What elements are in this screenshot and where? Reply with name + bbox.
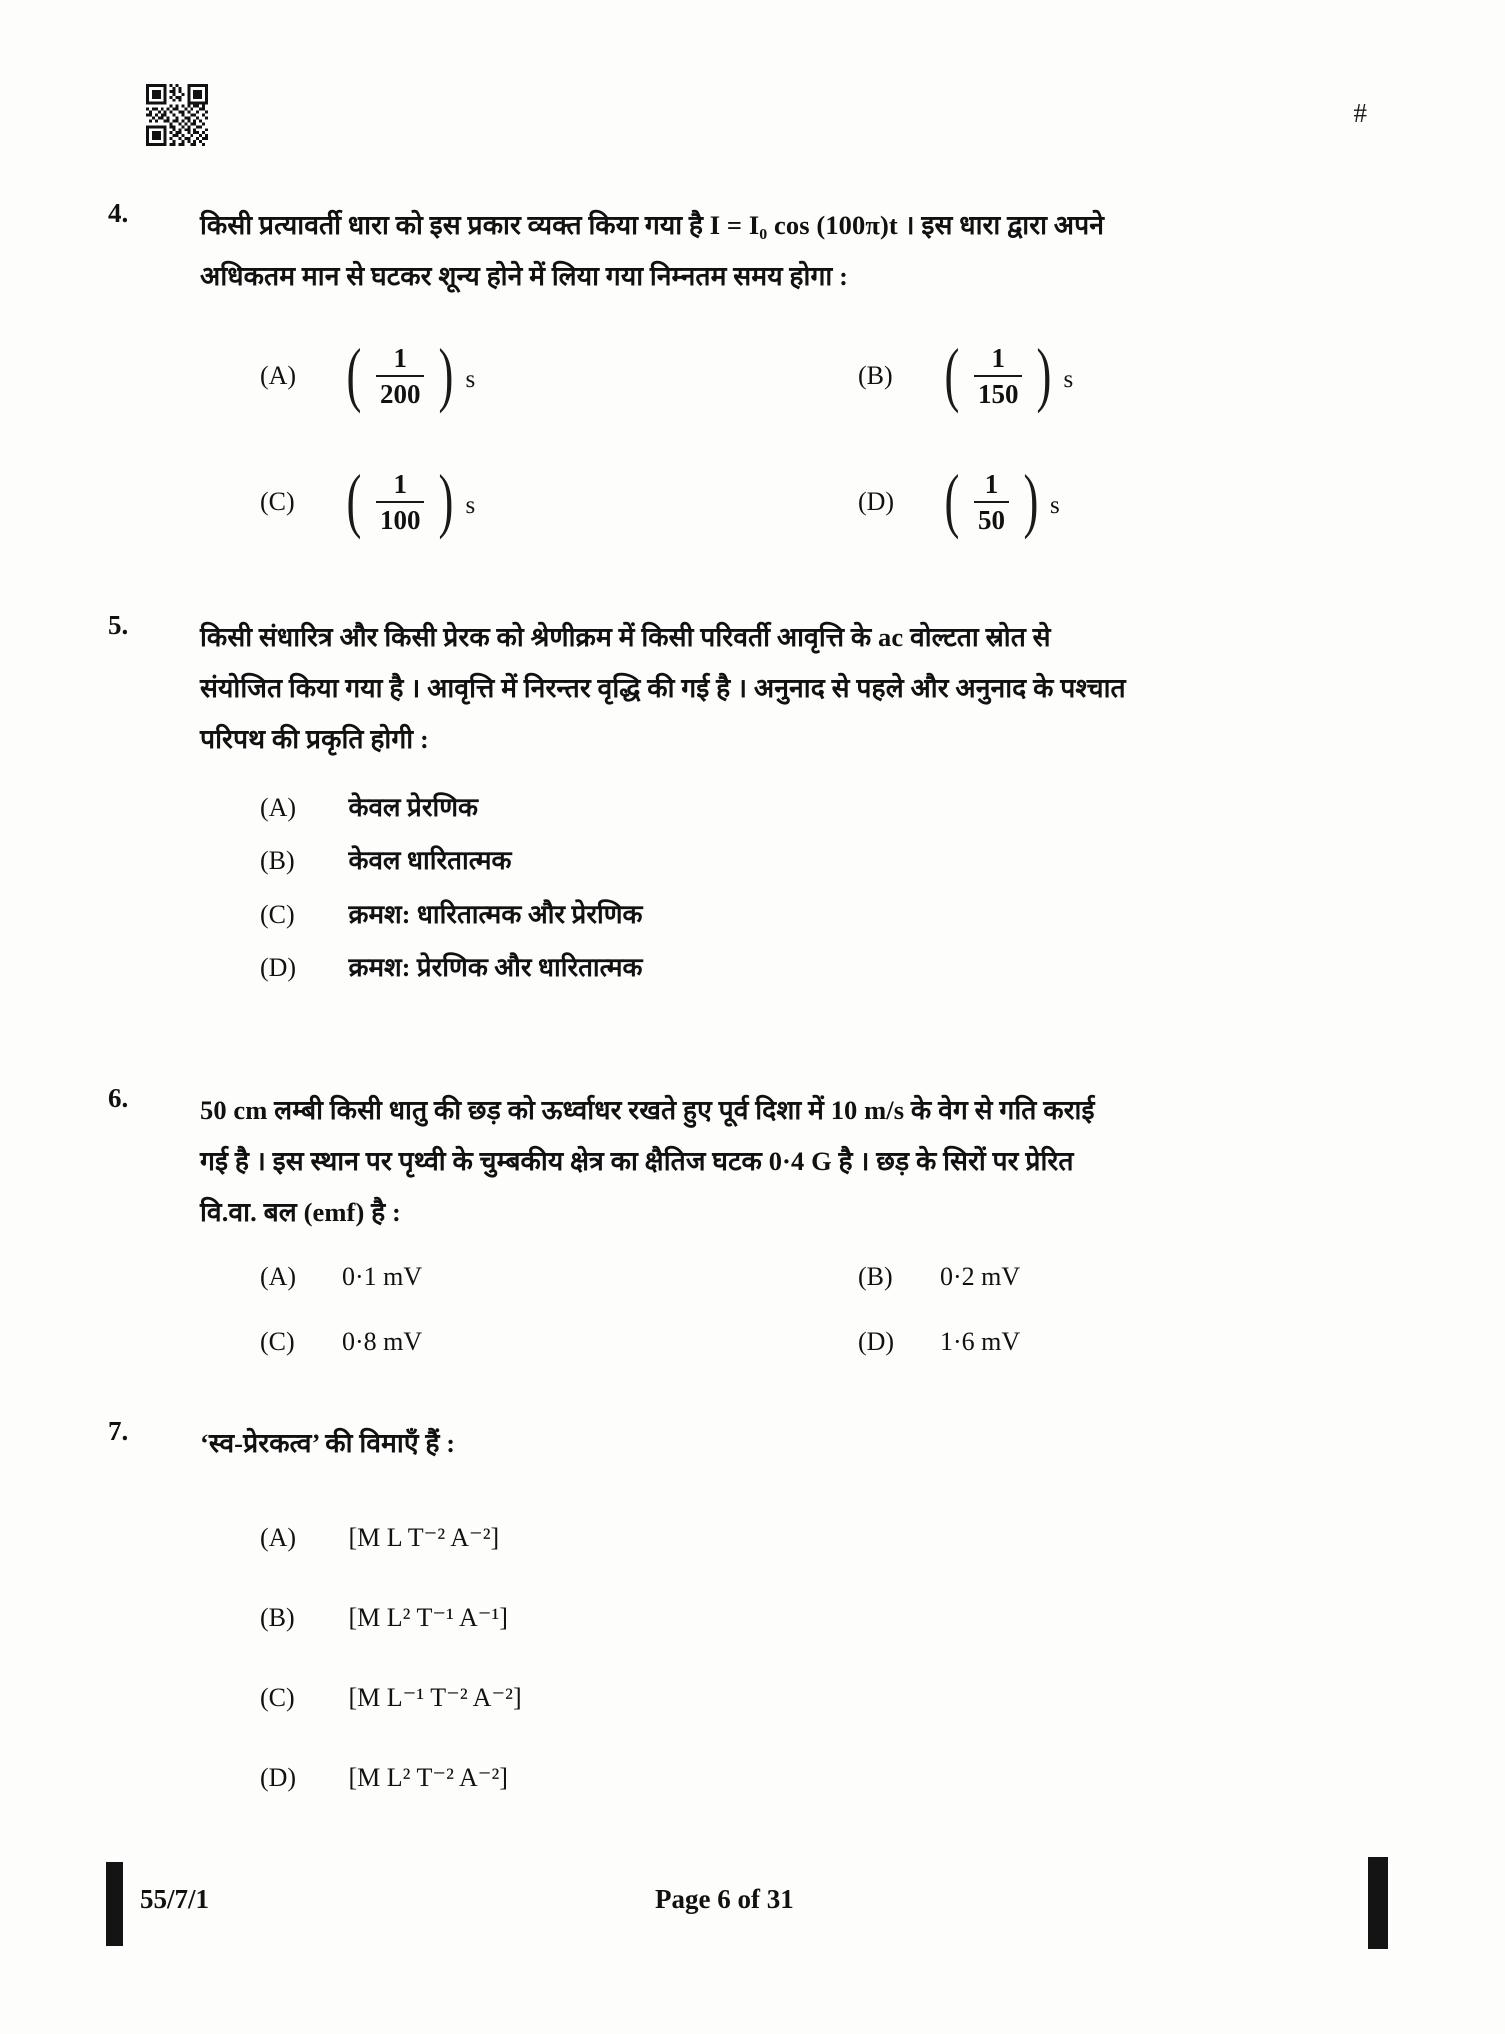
option-b[interactable] (858, 1262, 1020, 1292)
option-label: (B) (858, 361, 893, 390)
right-paren: ) (439, 460, 454, 540)
fraction-denominator: 100 (376, 501, 425, 535)
left-paren: ( (944, 334, 960, 414)
option-text: [M L² T⁻¹ A⁻¹] (348, 1603, 508, 1633)
option-a[interactable] (260, 779, 1398, 833)
option-list (260, 1497, 1398, 1817)
option-row (200, 334, 1398, 444)
option-label: (D) (858, 1327, 895, 1356)
option-value (940, 334, 1074, 414)
question-text-line: परिपथ की प्रकृति होगी : (200, 724, 429, 754)
fraction-denominator: 150 (974, 375, 1023, 409)
option-label: (A) (260, 1262, 297, 1291)
option-text: 1·6 mV (940, 1327, 1021, 1356)
question-number: 5. (108, 610, 129, 640)
fraction-numerator: 1 (393, 342, 407, 373)
question-text-line: अधिकतम मान से घटकर शून्य होने में लिया गया निम्नतम समय होगा : (200, 261, 848, 291)
option-text: 0·8 mV (342, 1327, 423, 1356)
fraction-denominator: 200 (376, 375, 425, 409)
option-label: (B) (260, 1603, 295, 1633)
question-number: 6. (108, 1083, 129, 1113)
option-b[interactable] (858, 334, 1074, 414)
option-row (200, 460, 1398, 570)
unit-label: s (465, 492, 476, 519)
fraction-numerator: 1 (984, 468, 999, 499)
question-text-line: किसी प्रत्यावर्ती धारा को इस प्रकार व्यक्त किया गया है I = I₀ cos (100π)t । इस धारा द्वारा अपने (200, 210, 1105, 240)
option-label: (D) (858, 487, 895, 516)
question-6 (108, 1085, 1398, 1378)
question-text-line: 50 cm लम्बी किसी धातु की छड़ को ऊर्ध्वाधर रखते हुए पूर्व दिशा में 10 m/s के वेग से गति कराई (200, 1095, 1095, 1125)
option-a[interactable] (260, 1497, 1398, 1577)
qr-code-icon (146, 84, 208, 146)
question-text-line: गई है । इस स्थान पर पृथ्वी के चुम्बकीय क्षेत्र का क्षैतिज घटक 0·4 G है । छड़ के सिरों पर प्रेरित (200, 1146, 1074, 1176)
footer-left-bar (106, 1862, 123, 1946)
option-d[interactable] (858, 1327, 1020, 1357)
option-c[interactable] (260, 1657, 1398, 1737)
option-d[interactable] (260, 940, 1398, 994)
option-label: (D) (260, 1763, 297, 1793)
question-5 (108, 612, 1398, 993)
option-a[interactable] (260, 334, 476, 414)
option-text: 0·1 mV (342, 1262, 423, 1291)
fraction-numerator: 1 (991, 342, 1005, 373)
question-number: 7. (108, 1416, 129, 1446)
question-text-line: ‘स्व-प्रेरकत्व’ की विमाएँ हैं : (200, 1428, 456, 1458)
fraction (968, 343, 1029, 409)
question-number: 4. (108, 198, 129, 228)
option-label: (C) (260, 899, 295, 929)
option-text: 0·2 mV (940, 1262, 1021, 1291)
option-row (200, 1262, 1398, 1313)
unit-label: s (1063, 366, 1074, 393)
option-text: केवल प्रेरणिक (348, 792, 478, 822)
option-label: (C) (260, 1327, 295, 1356)
option-text: [M L⁻¹ T⁻² A⁻²] (348, 1683, 522, 1713)
left-paren: ( (944, 460, 960, 540)
option-d[interactable] (858, 460, 1060, 540)
option-label: (A) (260, 361, 297, 390)
option-label: (B) (858, 1262, 893, 1291)
right-paren: ) (1037, 334, 1052, 414)
fraction (370, 469, 431, 535)
option-label: (A) (260, 1523, 297, 1553)
option-a[interactable] (260, 1262, 422, 1292)
option-text: [M L² T⁻² A⁻²] (348, 1763, 508, 1793)
unit-label: s (1049, 492, 1060, 519)
option-label: (D) (260, 953, 297, 983)
right-paren: ) (439, 334, 454, 414)
option-label: (B) (260, 846, 295, 876)
question-text-line: वि.वा. बल (emf) है : (200, 1197, 401, 1227)
option-text: [M L T⁻² A⁻²] (348, 1523, 500, 1553)
footer-right-bar (1368, 1857, 1388, 1949)
unit-label: s (465, 366, 476, 393)
page-hash-mark: # (1353, 98, 1367, 128)
option-row (200, 1327, 1398, 1378)
left-paren: ( (346, 334, 362, 414)
left-paren: ( (346, 460, 362, 540)
option-b[interactable] (260, 1577, 1398, 1657)
page-number-label: Page 6 of 31 (655, 1884, 794, 1914)
option-list (260, 779, 1398, 993)
fraction-denominator: 50 (974, 501, 1009, 535)
question-text-line: किसी संधारित्र और किसी प्रेरक को श्रेणीक्रम में किसी परिवर्ती आवृत्ति के ac वोल्टता स्रोत से (200, 622, 1051, 652)
option-value (342, 460, 476, 540)
paper-code: 55/7/1 (140, 1884, 210, 1914)
option-c[interactable] (260, 1327, 422, 1357)
fraction-numerator: 1 (393, 468, 407, 499)
option-b[interactable] (260, 833, 1398, 887)
right-paren: ) (1023, 460, 1039, 540)
question-7 (108, 1418, 1398, 1817)
question-4 (108, 200, 1398, 570)
question-text-line: संयोजित किया गया है । आवृत्ति में निरन्तर वृद्धि की गई है । अनुनाद से पहले और अनुनाद के पश्चात (200, 673, 1126, 703)
option-c[interactable] (260, 886, 1398, 940)
option-c[interactable] (260, 460, 476, 540)
option-value (940, 460, 1060, 540)
option-text: क्रमश: धारितात्मक और प्रेरणिक (348, 899, 643, 929)
option-value (342, 334, 476, 414)
option-d[interactable] (260, 1737, 1398, 1817)
option-label: (A) (260, 792, 297, 822)
fraction (370, 343, 431, 409)
fraction (968, 469, 1015, 535)
option-text: केवल धारितात्मक (348, 846, 512, 876)
option-text: क्रमश: प्रेरणिक और धारितात्मक (348, 953, 643, 983)
option-label: (C) (260, 1683, 295, 1713)
option-label: (C) (260, 487, 295, 516)
